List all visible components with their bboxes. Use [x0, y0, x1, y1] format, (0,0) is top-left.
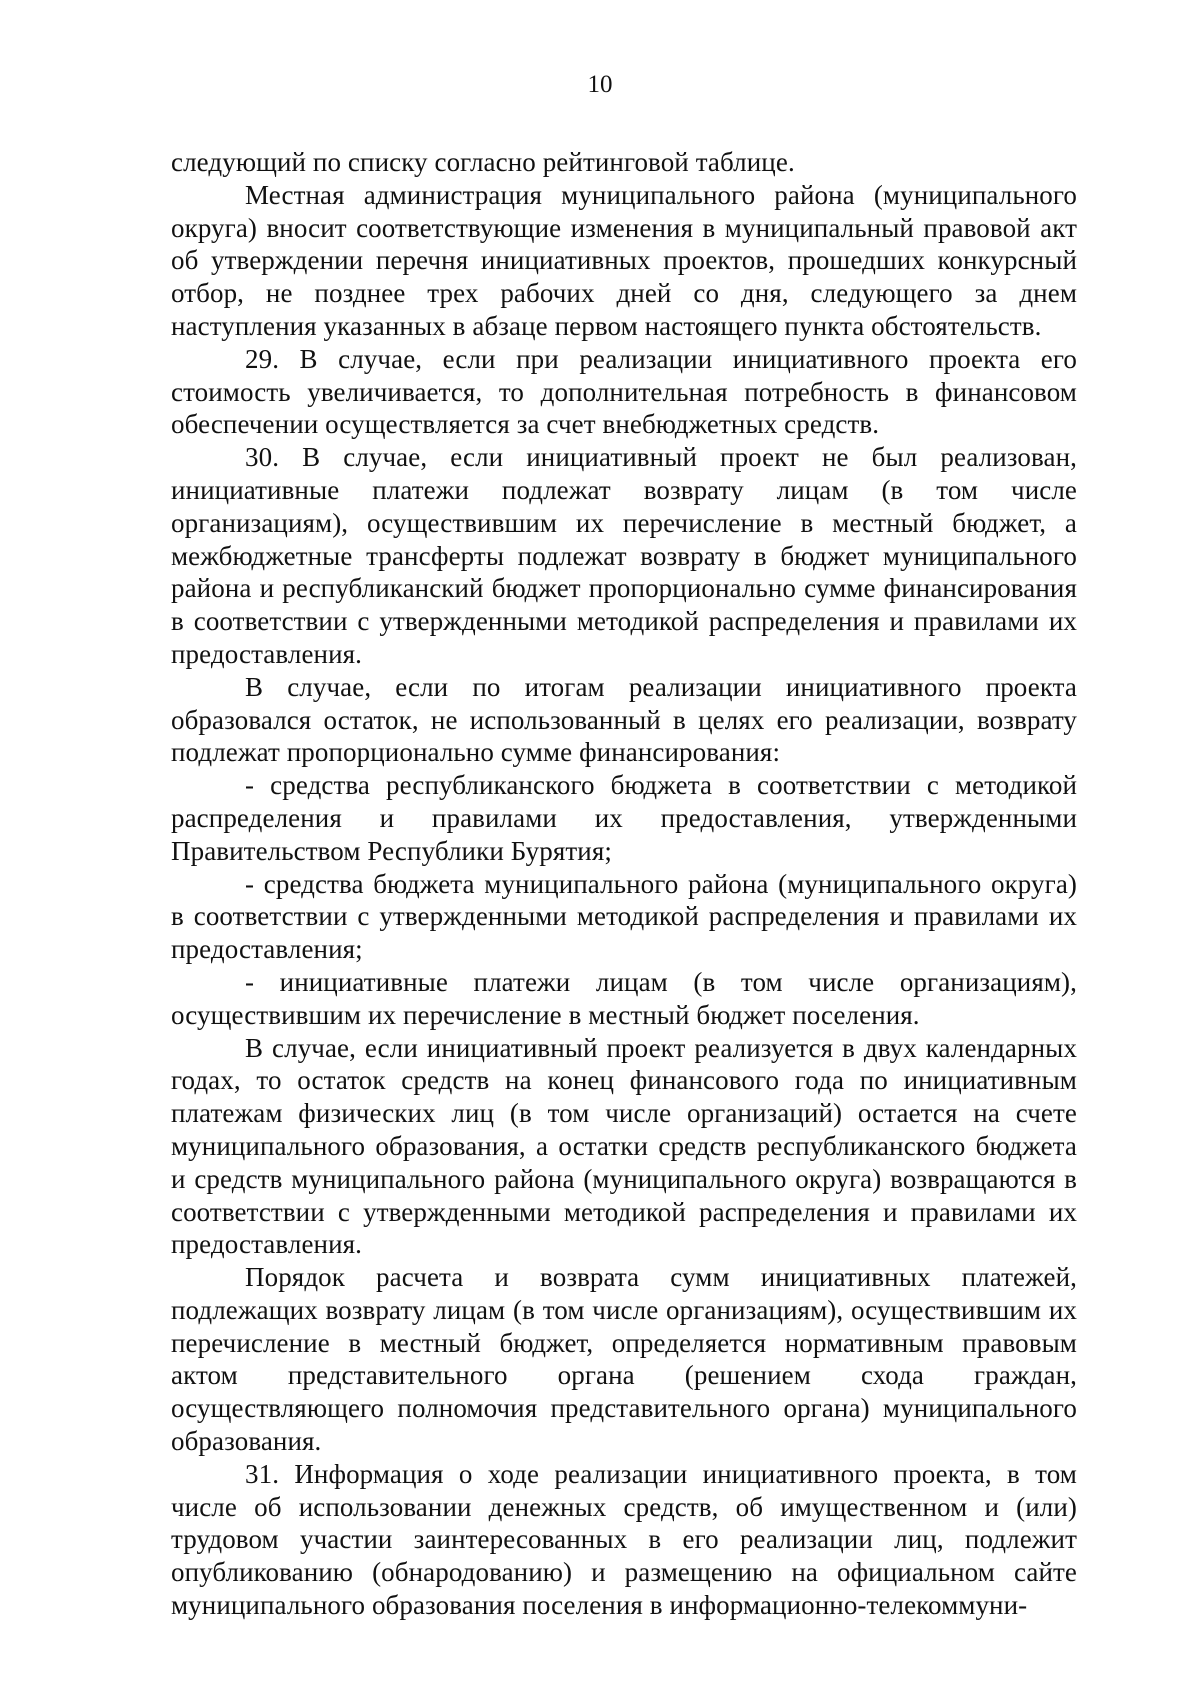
paragraph: - инициативные платежи лицам (в том числе организациям), осуществившим их перечисление в местный бюджет поселения. — [171, 966, 1077, 1030]
paragraph: Местная администрация муниципального района (муниципального округа) вносит соответствующие изменения в муниципальный правовой акт об утверждении перечня инициативных проектов, прошедших конкурсный отбор, не позднее трех рабочих дней со дня, следующего за днем наступления указанных в абзаце первом настоящего пункта обстоятельств. — [171, 179, 1077, 341]
paragraph: В случае, если по итогам реализации инициативного проекта образовался остаток, не использованный в целях его реализации, возврату подлежат пропорционально сумме финансирования: — [171, 671, 1077, 768]
paragraph: следующий по списку согласно рейтинговой таблице. — [171, 147, 795, 177]
document-body — [171, 146, 1077, 1622]
paragraph: В случае, если инициативный проект реализуется в двух календарных годах, то остаток средств на конец финансового года по инициативным платежам физических лиц (в том числе организаций) остается на счете муниципального образования, а остатки средств республиканского бюджета и средств муниципального района (муниципального округа) возвращаются в соответствии с утвержденными методикой распределения и правилами их предоставления. — [171, 1032, 1077, 1260]
paragraph: 30. В случае, если инициативный проект не был реализован, инициативные платежи подлежат возврату лицам (в том числе организациям), осуществившим их перечисление в местный бюджет, а межбюджетные трансферты подлежат возврату в бюджет муниципального района и республиканский бюджет пропорционально сумме финансирования в соответствии с утвержденными методикой распределения и правилами их предоставления. — [171, 442, 1077, 669]
paragraph: - средства бюджета муниципального района (муниципального округа) в соответствии с утвержденными методикой распределения и правилами их предоставления; — [171, 868, 1077, 965]
paragraph: Порядок расчета и возврата сумм инициативных платежей, подлежащих возврату лицам (в том числе организациям), осуществившим их перечисление в местный бюджет, определяется нормативным правовым актом представительного органа (решением схода граждан, осуществляющего полномочия представительного органа) муниципального образования. — [171, 1262, 1077, 1457]
paragraph: - средства республиканского бюджета в соответствии с методикой распределения и правилами их предоставления, утвержденными Правительством Республики Бурятия; — [171, 770, 1077, 866]
paragraph: 31. Информация о ходе реализации инициативного проекта, в том числе об использовании денежных средств, об имущественном и (или) трудовом участии заинтересованных в его реализации лиц, подлежит опубликованию (обнародованию) и размещению на официальном сайте муниципального образования поселения в информационно-телекоммуни- — [171, 1458, 1077, 1621]
page-number: 10 — [587, 71, 613, 98]
paragraph: 29. В случае, если при реализации инициативного проекта его стоимость увеличивается, то дополнительная потребность в финансовом обеспечении осуществляется за счет внебюджетных средств. — [171, 343, 1077, 440]
